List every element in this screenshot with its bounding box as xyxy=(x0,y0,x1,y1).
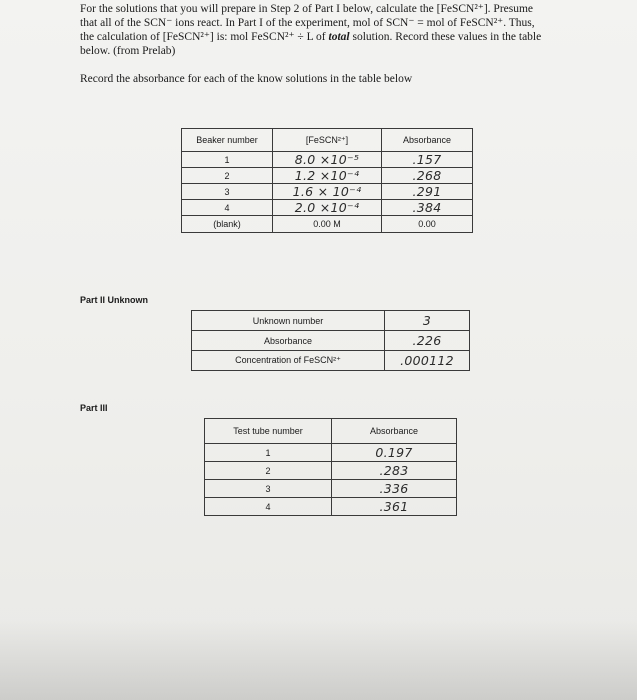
row-label: Absorbance xyxy=(192,331,385,351)
instructions-text: For the solutions that you will prepare in Step 2 of Part I below, calculate the [FeSCN²⁺]. Presume that all of the SCN⁻ ions react. In Part I of the experiment, mol of SCN⁻ = mol of FeSCN²⁺. Thus, the calculation of [FeSCN²⁺] is: mol FeSCN²⁺ ÷ L of xyxy=(80,3,535,43)
test-tube-number: 2 xyxy=(205,462,332,480)
table-row xyxy=(205,498,457,516)
header-fescn-concentration: [FeSCN²⁺] xyxy=(273,129,382,152)
row-value: .000112 xyxy=(385,351,470,371)
absorbance-value: .291 xyxy=(382,184,473,200)
absorbance-value: .384 xyxy=(382,200,473,216)
table-row xyxy=(192,311,470,331)
table-row xyxy=(182,184,473,200)
header-test-tube-number: Test tube number xyxy=(205,419,332,444)
instructions-text-end: solution. Record these values in the table below. (from Prelab) xyxy=(80,31,542,57)
absorbance-value: .361 xyxy=(332,498,457,516)
beaker-number: 4 xyxy=(182,200,273,216)
concentration-value: 2.0 ×10⁻⁴ xyxy=(273,200,382,216)
table-header-row xyxy=(182,129,473,152)
part1-table xyxy=(181,128,473,233)
table-row xyxy=(192,331,470,351)
table-row xyxy=(182,200,473,216)
absorbance-value: 0.197 xyxy=(332,444,457,462)
row-label: Unknown number xyxy=(192,311,385,331)
row-value: 3 xyxy=(385,311,470,331)
table-row xyxy=(205,444,457,462)
concentration-value: 1.6 × 10⁻⁴ xyxy=(273,184,382,200)
absorbance-value: .336 xyxy=(332,480,457,498)
header-beaker-number: Beaker number xyxy=(182,129,273,152)
absorbance-value: .268 xyxy=(382,168,473,184)
table-header-row xyxy=(205,419,457,444)
table-row xyxy=(182,152,473,168)
concentration-value: 8.0 ×10⁻⁵ xyxy=(273,152,382,168)
part3-table xyxy=(204,418,457,516)
table-row xyxy=(205,480,457,498)
table-row xyxy=(182,168,473,184)
test-tube-number: 1 xyxy=(205,444,332,462)
table-row xyxy=(192,351,470,371)
concentration-value: 1.2 ×10⁻⁴ xyxy=(273,168,382,184)
beaker-number: 1 xyxy=(182,152,273,168)
header-absorbance: Absorbance xyxy=(332,419,457,444)
concentration-value: 0.00 M xyxy=(273,216,382,233)
row-label: Concentration of FeSCN²⁺ xyxy=(192,351,385,371)
instructions-emphasis: total xyxy=(328,31,350,43)
absorbance-value: 0.00 xyxy=(382,216,473,233)
part2-heading: Part II Unknown xyxy=(80,295,149,305)
test-tube-number: 3 xyxy=(205,480,332,498)
test-tube-number: 4 xyxy=(205,498,332,516)
absorbance-value: .157 xyxy=(382,152,473,168)
beaker-number: 2 xyxy=(182,168,273,184)
beaker-number: (blank) xyxy=(182,216,273,233)
header-absorbance: Absorbance xyxy=(382,129,473,152)
record-instruction: Record the absorbance for each of the know solutions in the table below xyxy=(80,73,413,85)
absorbance-value: .283 xyxy=(332,462,457,480)
table-row xyxy=(205,462,457,480)
instructions-paragraph xyxy=(80,2,550,58)
row-value: .226 xyxy=(385,331,470,351)
part3-heading: Part III xyxy=(80,403,108,413)
table-row xyxy=(182,216,473,233)
beaker-number: 3 xyxy=(182,184,273,200)
part2-table xyxy=(191,310,470,371)
page-shadow xyxy=(0,620,637,700)
